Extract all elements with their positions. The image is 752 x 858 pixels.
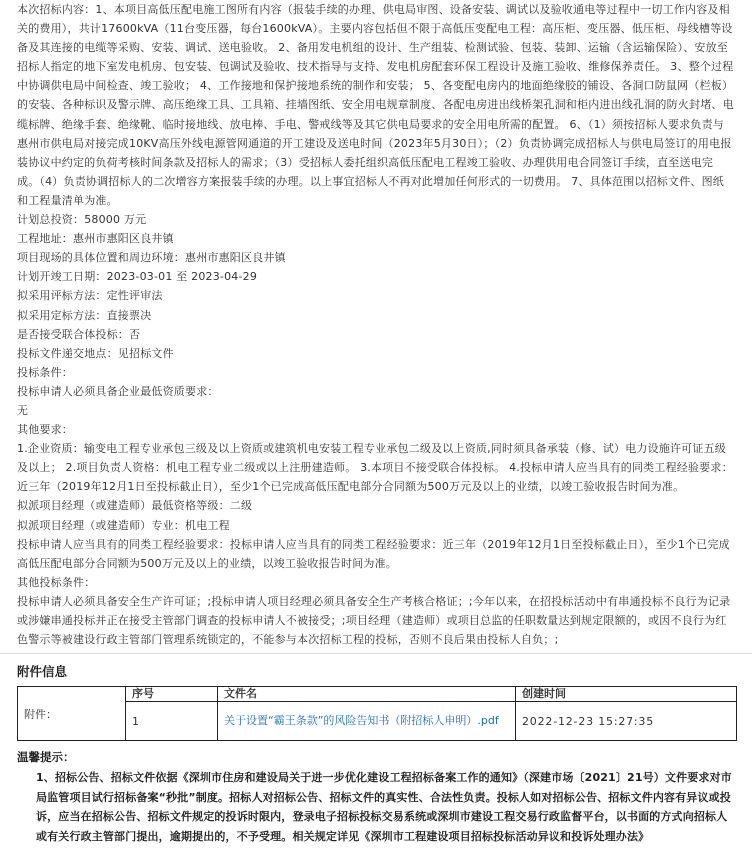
attachments-row-label: 附件： bbox=[18, 687, 126, 741]
attachment-created: 2022-12-23 15:27:35 bbox=[516, 702, 737, 741]
conditions-label: 投标条件： bbox=[17, 365, 73, 379]
project-address: 工程地址：惠州市惠阳区良井镇 bbox=[17, 232, 174, 246]
pm-major: 拟派项目经理（或建造师）专业：机电工程 bbox=[17, 518, 230, 532]
table-row bbox=[18, 702, 737, 741]
site-location: 项目现场的具体位置和周边环境：惠州市惠阳区良井镇 bbox=[17, 251, 286, 265]
consortium: 是否接受联合体投标：否 bbox=[17, 327, 141, 341]
schedule: 计划开竣工日期：2023-03-01 至 2023-04-29 bbox=[17, 270, 258, 284]
other-conditions-label: 其他投标条件： bbox=[17, 575, 96, 589]
evaluation-method: 拟采用评标方法：定性评审法 bbox=[17, 289, 163, 303]
other-conditions-text: 投标申请人必须具备安全生产许可证；;投标申请人项目经理必须具备安全生产考核合格证；;今年以来，在招投标活动中有串通投标不良行为记录或涉嫌串通投标并正在接受主管部门调查的投标申请人不被接受；;项目经理（建造师）或项目总监的任职数量达到规定限额的，或因不良行为红色警示等被建设行政主管部门管理系统锁定的，不能参与本次招标工程的投标，否则不良后果由投标人自负；; bbox=[17, 594, 731, 647]
col-header-created: 创建时间 bbox=[516, 687, 737, 702]
notice-text: 1、招标公告、招标文件依据《深圳市住房和建设局关于进一步优化建设工程招标备案工作的通知》（深建市场〔2021〕21号）文件要求对市局监管项目试行招标备案“秒批”制度。招标人对招标公告、招标文件的真实性、合法性负责。投标人如对招标公告、招标文件内容有异议或投诉，应当在招标公告、招标文件规定的投诉时限内，登录电子招标投标交易系统或深圳市建设工程交易行政监督平台，以书面的方式向招标人或有关行政主管部门提出，逾期提出的，不予受理。相关规定详见《深圳市工程建设项目招标投标活动异议和投诉处理办法》 bbox=[36, 771, 732, 843]
attachments-table bbox=[17, 686, 737, 741]
attachment-no: 1 bbox=[126, 702, 218, 741]
qualification-value: 无 bbox=[17, 403, 29, 417]
col-header-name: 文件名 bbox=[218, 687, 516, 702]
decision-method: 拟采用定标方法：直接票决 bbox=[17, 308, 152, 322]
attachment-file-link[interactable]: 关于设置“霸王条款”的风险告知书（附招标人申明）.pdf bbox=[224, 714, 499, 728]
other-requirements-label: 其他要求： bbox=[17, 423, 73, 437]
experience-requirement: 投标申请人应当具有的同类工程经验要求：投标申请人应当具有的同类工程经验要求：近三年（2019年12月1日至投标截止日），至少1个已完成高低压配电部分合同额为500万元及以上的业绩，以竣工验收报告时间为准。 bbox=[17, 537, 730, 570]
attachments-header-row bbox=[18, 687, 737, 702]
submission-location: 投标文件递交地点：见招标文件 bbox=[17, 346, 174, 360]
other-requirements-text: 1.企业资质：输变电工程专业承包三级及以上资质或建筑机电安装工程专业承包二级及以上资质,同时须具备承装（修、试）电力设施许可证五级及以上； 2.项目负责人资格：机电工程专业二级或以上注册建造师。 3.本项目不接受联合体投标。 4.投标申请人应当具有的同类工程经验要求：近三年（2019年12月1日至投标截止日），至少1个已完成高低压配电部分合同额为500万元及以上的业绩，以竣工验收报告时间为准。 bbox=[17, 442, 733, 494]
scope-text: 本次招标内容：1、本项目高低压配电施工图所有内容（报装手续的办理、供电局审图、设备安装、调试以及验收通电等过程中一切工作内容及相关的费用），共计17600kVA（11台变压器，每台1600kVA）。主要内容包括但不限于高低压变配电工程：高压柜、变压器、低压柜、母线槽等设备及其连接的电缆等采购、安装、调试、送电验收。 2、备用发电机组的设计、生产组装、检测试验、包装、装卸、运输（含运输保险）、安放至招标人指定的地下室发电机房、包安装、包调试及验收、技术指导与支持、发电机房配套环保工程设计及施工验收、维修保养责任。 3、整个过程中协调供电局中间检查、竣工验收； 4、工作接地和保护接地系统的制作和安装； 5、各变配电房内的地面绝缘胶的铺设、各洞口防鼠网（栏板）的安装、各种标识及警示牌、高压绝缘工具、工具箱、挂墙图纸、安全用电规章制度、各配电房进出线桥架孔洞和柜内进出线孔洞的防火封堵、电缆标牌、绝缘手套、绝缘靴、临时接地线、放电棒、手电、警戒线等及其它供电局要求的安全用电所需的配置。 6、（1）须按招标人要求负责与惠州市供电局对接完成10KV高压外线电源管网通道的开工建设及送电时间（2023年5月30日）；（2）负责协调完成招标人与供电局签订的用电报装协议中约定的负荷考核时间条款及招标人的需求；（3）受招标人委托组织高低压配电工程竣工验收、办理供用电合同签订手续，直至送电完成。（4）负责协调招标人的二次增容方案报装手续的办理。以上事宜招标人不再对此增加任何形式的一切费用。 7、具体范围以招标文件、图纸和工程量清单为准。 bbox=[17, 3, 734, 207]
pm-level: 拟派项目经理（或建造师）最低资格等级：二级 bbox=[17, 499, 253, 513]
budget: 计划总投资：58000 万元 bbox=[17, 213, 147, 227]
attachments-title: 附件信息 bbox=[17, 664, 68, 680]
col-header-no: 序号 bbox=[126, 687, 218, 702]
attachment-file-cell bbox=[218, 702, 516, 741]
notice-title: 温馨提示： bbox=[17, 750, 75, 765]
qualification-label: 投标申请人必须具备企业最低资质要求： bbox=[17, 384, 219, 398]
